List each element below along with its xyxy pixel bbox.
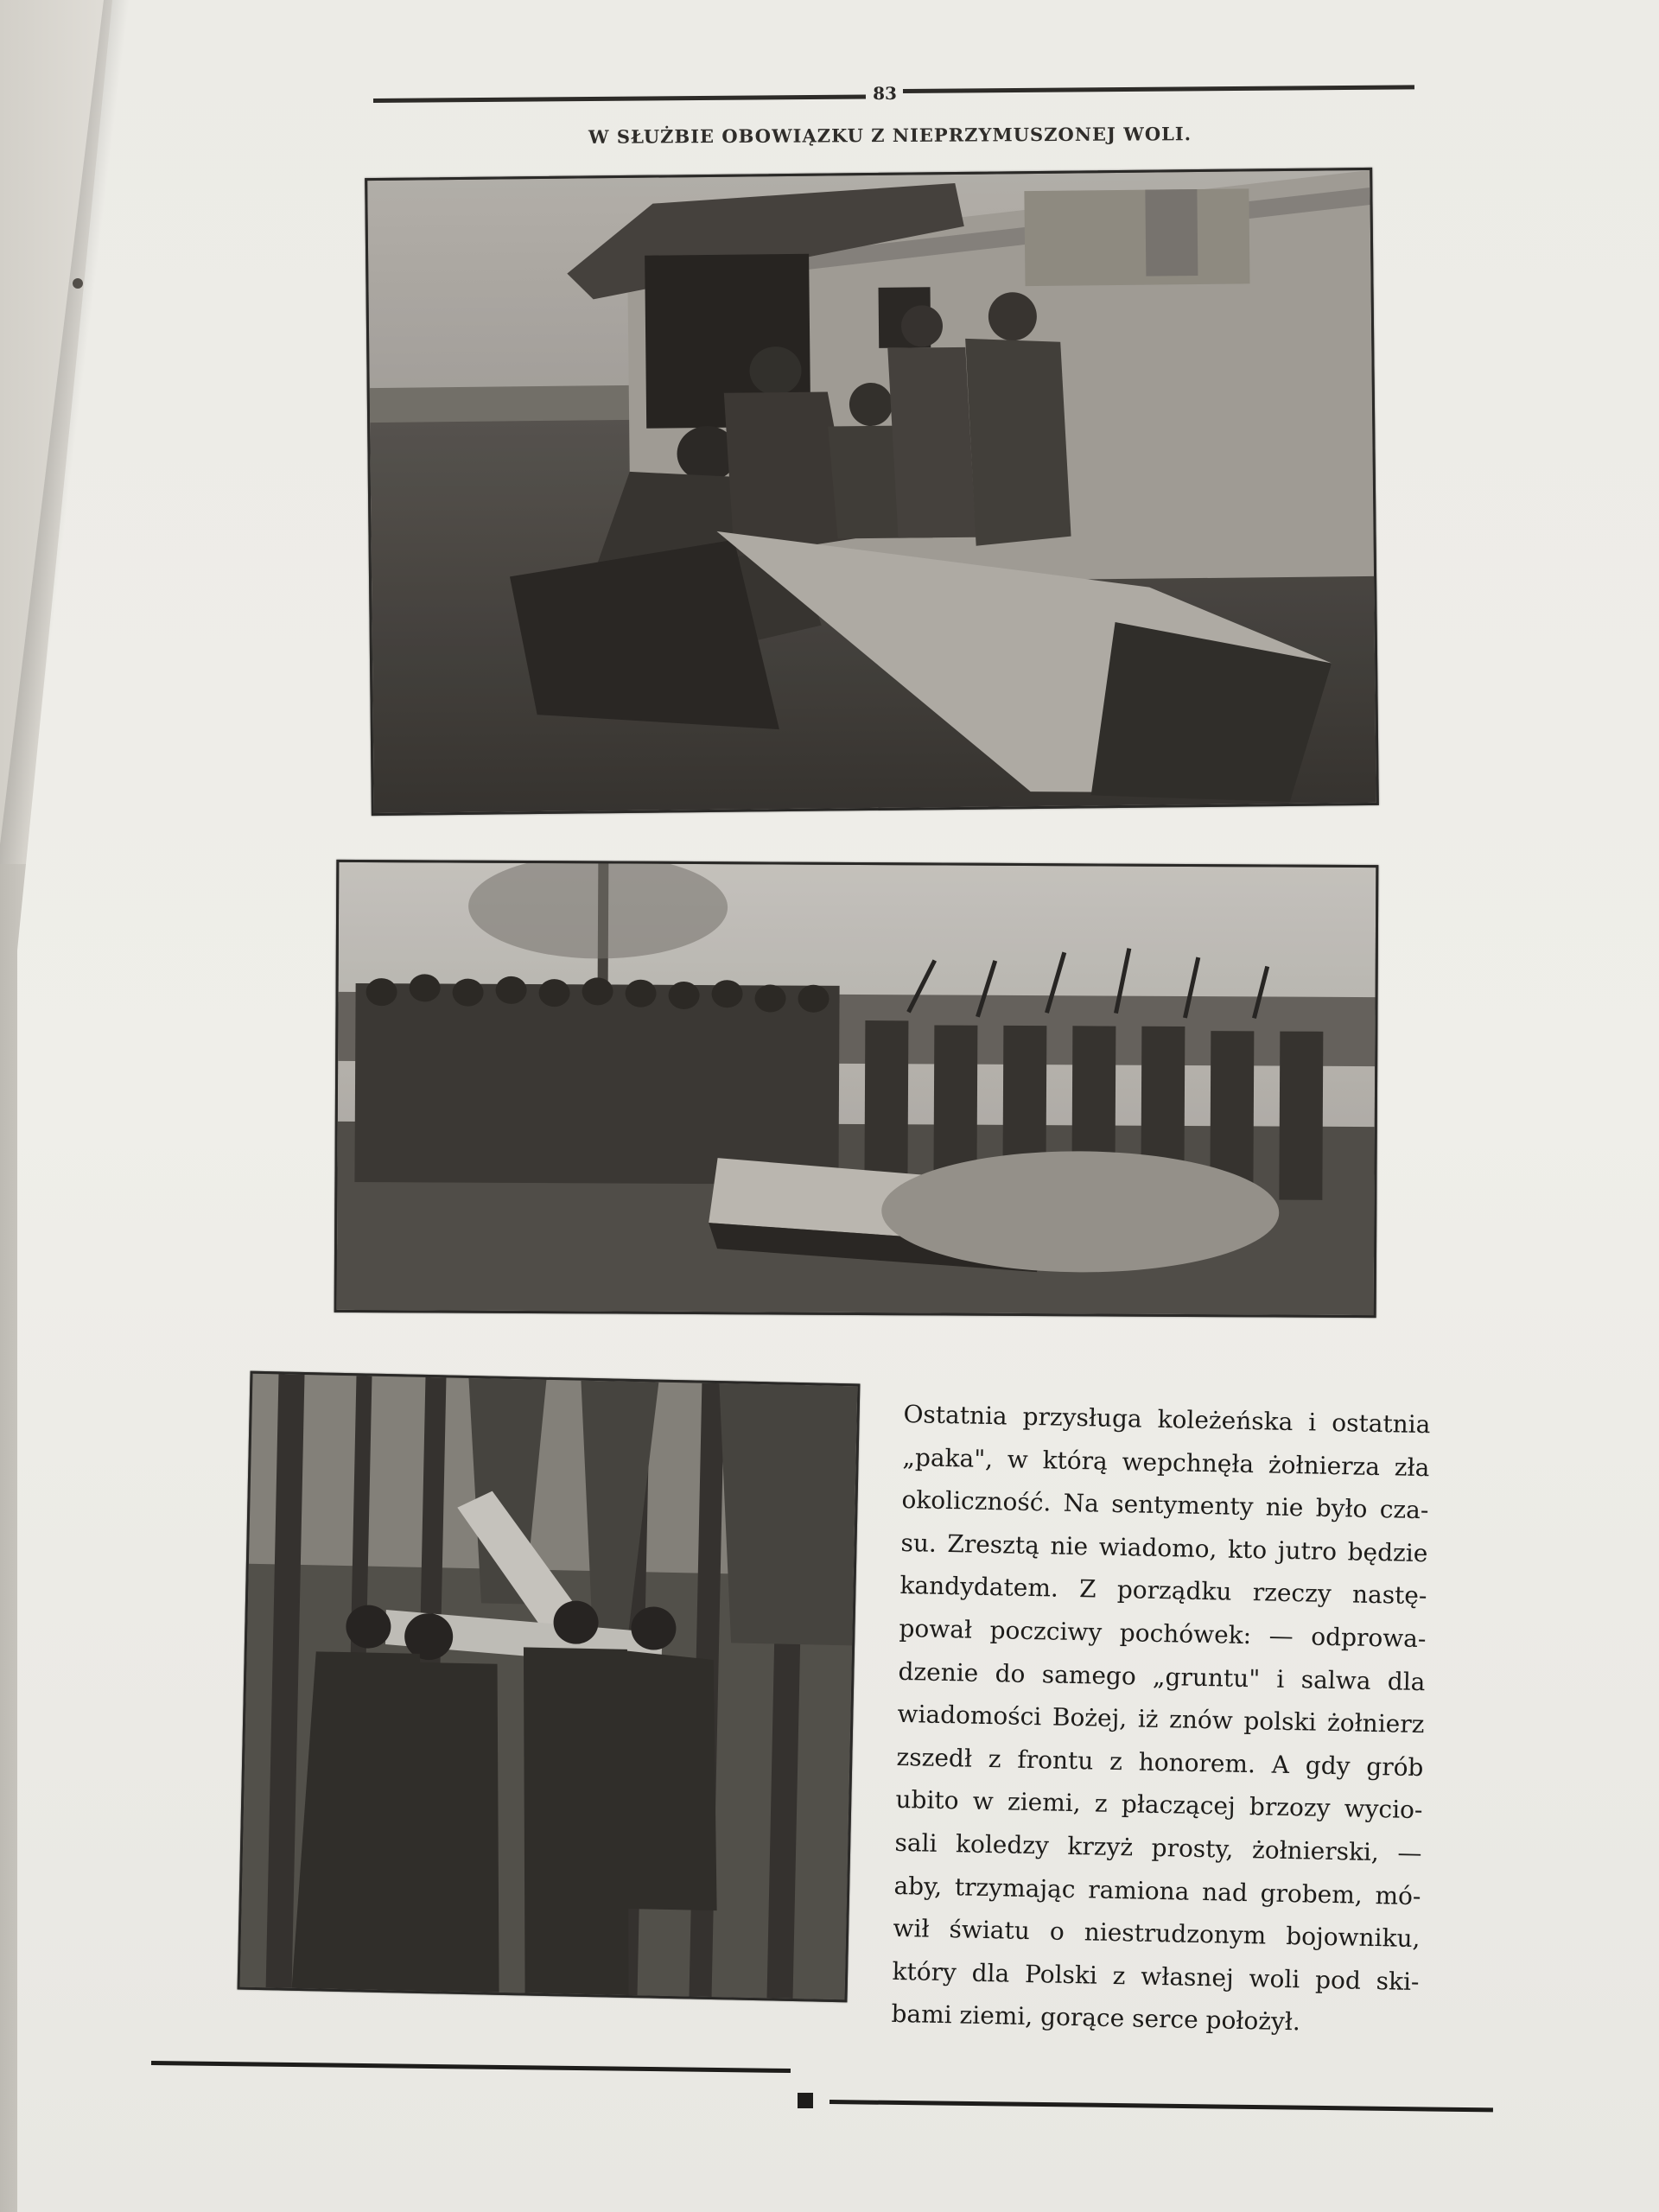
caption-line: zszedł z frontu z honorem. A gdy grób	[896, 1742, 1424, 1782]
caption-line: ubito w ziemi, z płaczącej brzozy wycio-	[895, 1785, 1423, 1825]
caption-line: kandydatem. Z porządku rzeczy nastę-	[899, 1571, 1427, 1611]
caption-line: który dla Polski z własnej woli pod ski-	[892, 1956, 1420, 1996]
caption-text	[891, 1393, 1431, 2046]
photo-soldiers-building-coffin	[365, 168, 1379, 816]
caption-line: bami ziemi, gorące serce położył.	[891, 1999, 1301, 2037]
caption-line: dzenie do samego „gruntu" i salwa dla	[898, 1656, 1426, 1696]
caption-line: pował poczciwy pochówek: — odprowa-	[899, 1613, 1427, 1654]
photo-funeral-salute-image	[337, 862, 1376, 1315]
page-number: 83	[873, 83, 897, 104]
caption-line: su. Zresztą nie wiadomo, kto jutro będzie	[900, 1528, 1428, 1567]
photo-soldiers-building-coffin-image	[367, 170, 1376, 813]
running-head: W SŁUŻBIE OBOWIĄZKU Z NIEPRZYMUSZONEJ WOLI.	[588, 123, 1192, 148]
photo-soldiers-carrying-cross	[238, 1371, 861, 2003]
footer-ornament	[798, 2093, 813, 2108]
caption-line: okoliczność. Na sentymenty nie było cza-	[901, 1485, 1429, 1525]
photo-funeral-salute	[334, 860, 1379, 1318]
caption-line: Ostatnia przysługa koleżeńska i ostatnia	[903, 1399, 1431, 1440]
caption-line: aby, trzymając ramiona nad grobem, mó-	[893, 1871, 1421, 1910]
caption-line: wił światu o niestrudzonym bojowniku,	[893, 1914, 1421, 1954]
caption-line: wiadomości Bożej, iż znów polski żołnierz	[897, 1700, 1425, 1739]
caption-line: sali koledzy krzyż prosty, żołnierski, —	[894, 1827, 1422, 1868]
caption-line: „paka", w którą wepchnęła żołnierza zła	[902, 1442, 1430, 1482]
photo-soldiers-carrying-cross-image	[240, 1374, 858, 2000]
